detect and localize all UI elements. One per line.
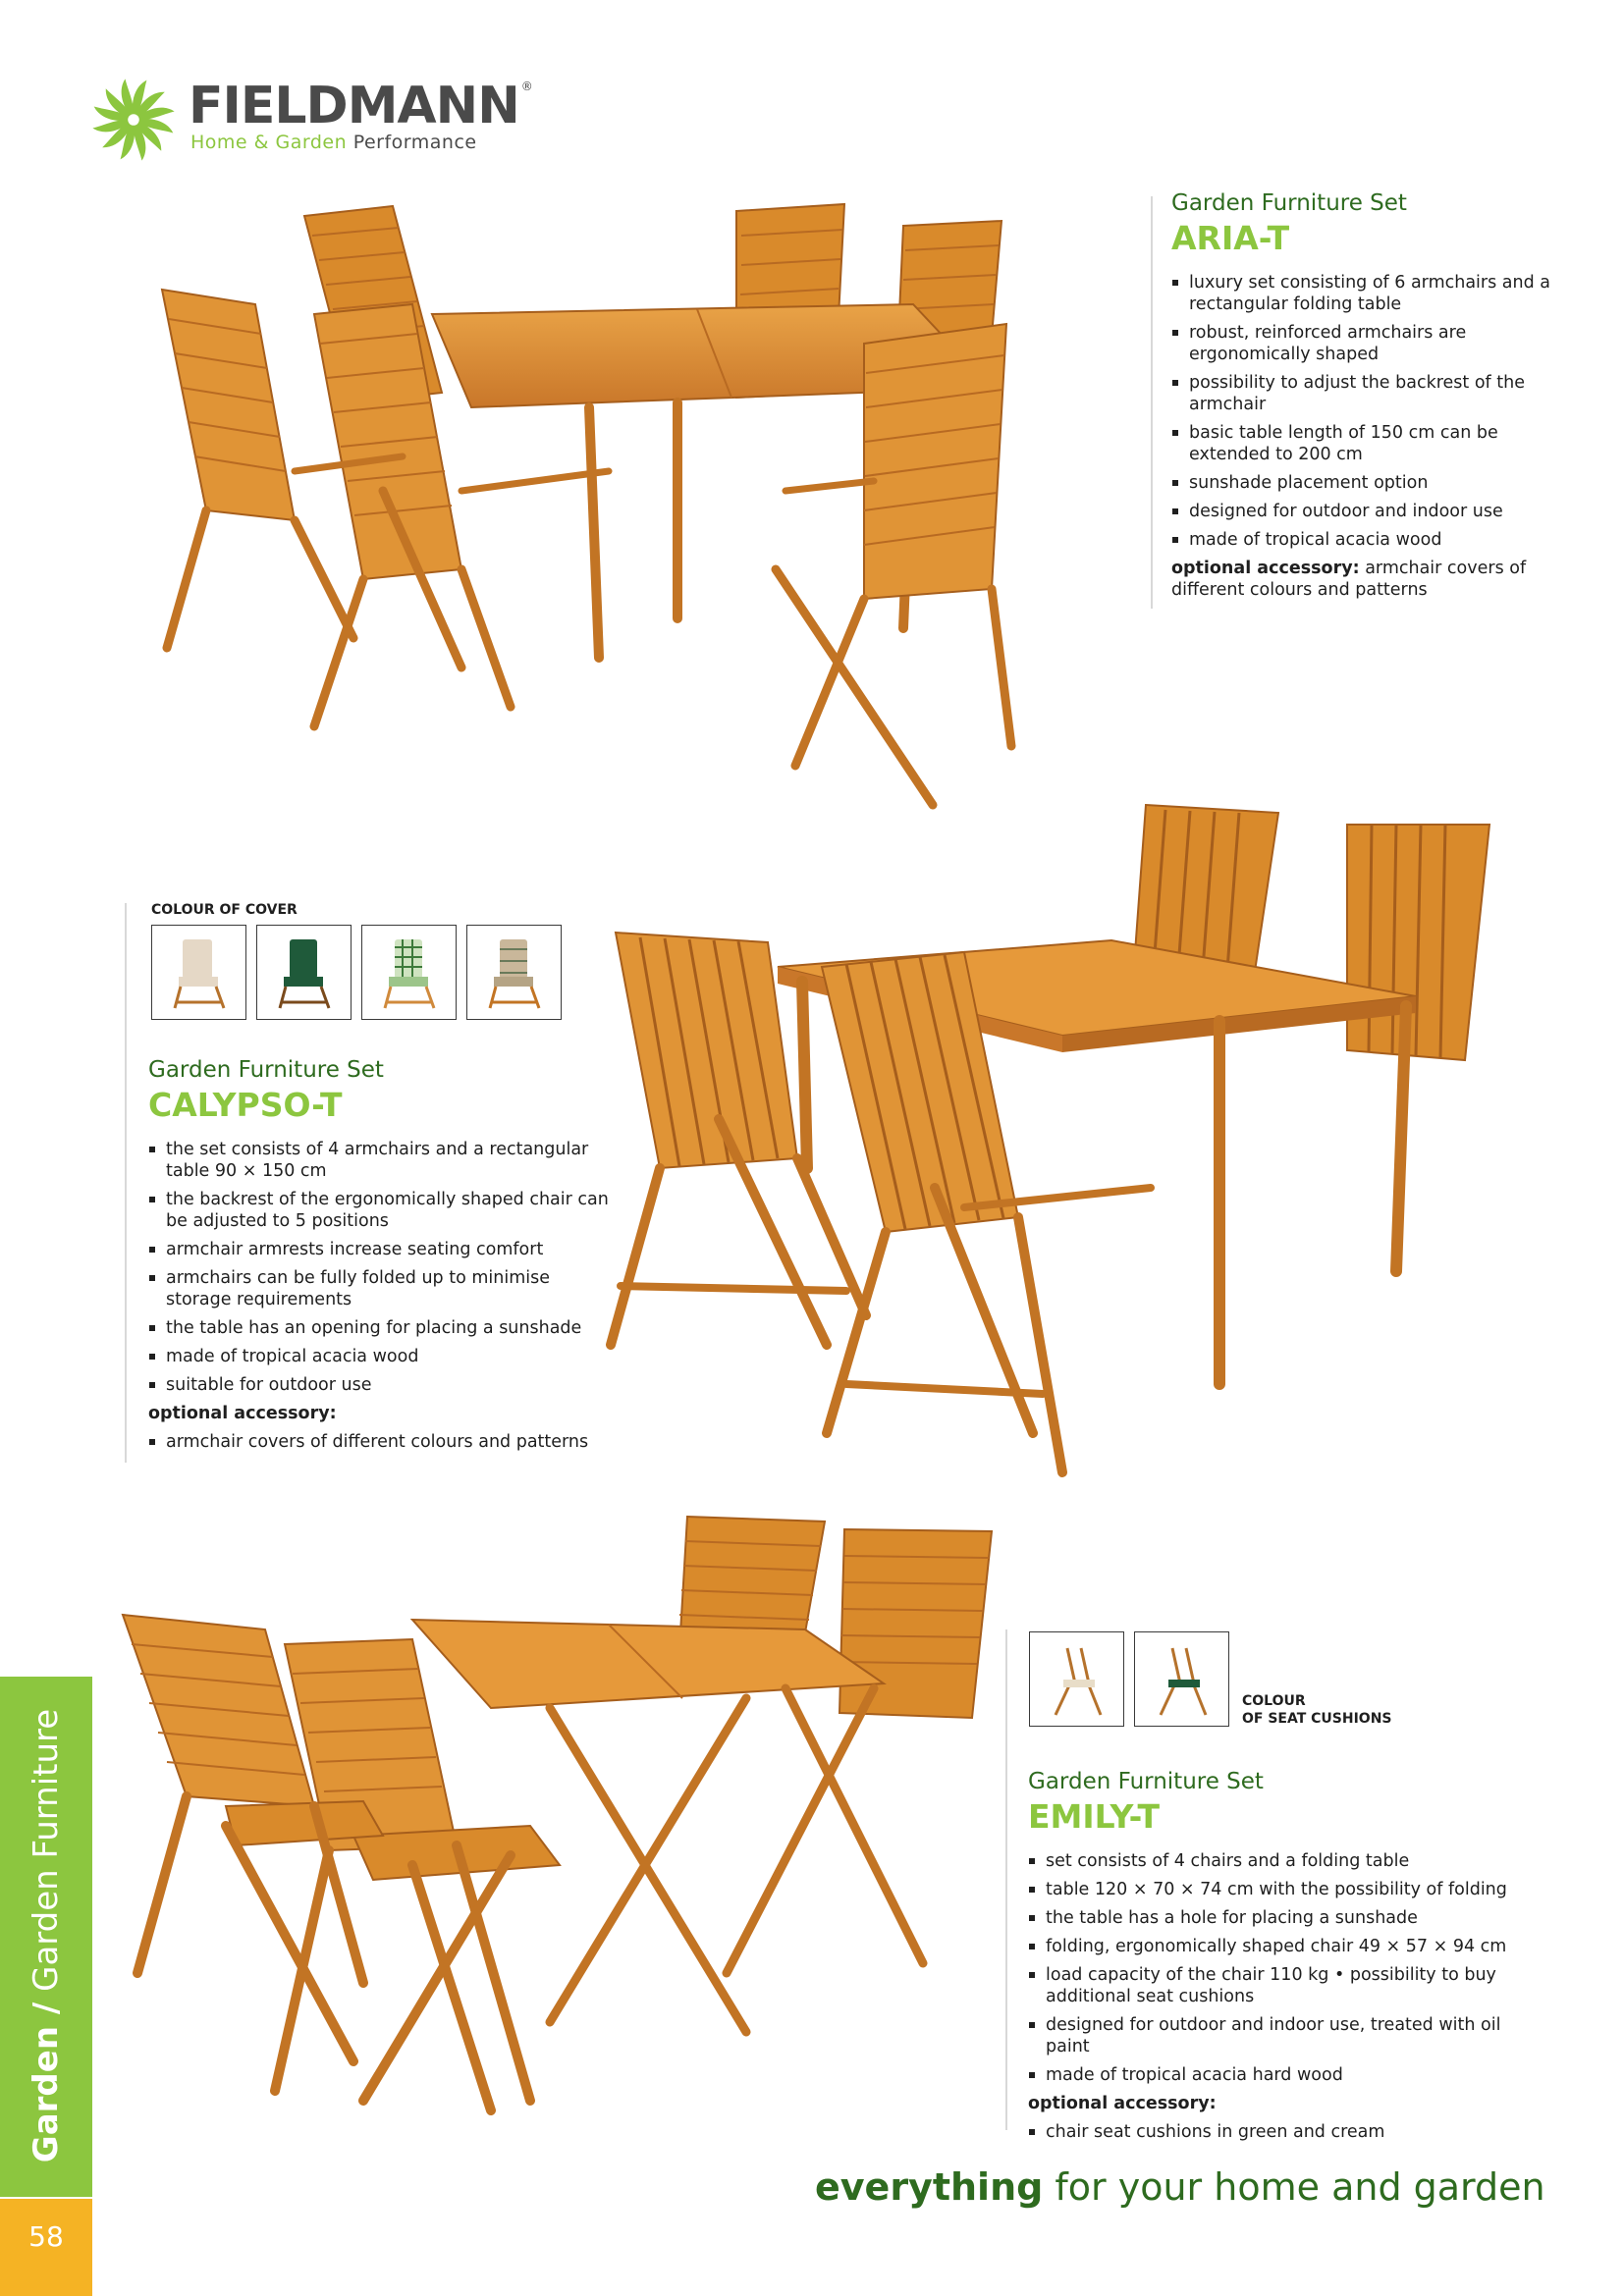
aria-t-name: ARIA-T bbox=[1171, 218, 1290, 257]
list-item: luxury set consisting of 6 armchairs and a rectangular folding table bbox=[1171, 272, 1564, 315]
list-item: the backrest of the ergonomically shaped chair can be adjusted to 5 positions bbox=[148, 1189, 610, 1232]
list-item: robust, reinforced armchairs are ergonomically shaped bbox=[1171, 322, 1564, 365]
list-item: made of tropical acacia wood bbox=[148, 1346, 610, 1367]
list-item: designed for outdoor and indoor use, treated with oil paint bbox=[1028, 2014, 1539, 2057]
aria-t-details bbox=[1171, 190, 1564, 608]
list-item: suitable for outdoor use bbox=[148, 1374, 610, 1396]
aria-t-product-image bbox=[147, 196, 1119, 815]
list-item: made of tropical acacia hard wood bbox=[1028, 2064, 1539, 2086]
emily-t-name: EMILY-T bbox=[1028, 1796, 1160, 1836]
emily-t-swatch-label: COLOUR OF SEAT CUSHIONS bbox=[1242, 1693, 1392, 1727]
list-item: possibility to adjust the backrest of the armchair bbox=[1171, 372, 1564, 415]
emily-t-details bbox=[1028, 1769, 1539, 2150]
calypso-t-swatch-label: COLOUR OF COVER bbox=[151, 902, 298, 918]
cover-swatch-patterned[interactable] bbox=[466, 925, 562, 1020]
cover-swatch-cream[interactable] bbox=[151, 925, 246, 1020]
calypso-t-details bbox=[148, 1057, 610, 1460]
list-item: made of tropical acacia wood bbox=[1171, 529, 1564, 551]
list-item: load capacity of the chair 110 kg • possibility to buy additional seat cushions bbox=[1028, 1964, 1539, 2007]
calypso-t-optional-label: optional accessory: bbox=[148, 1403, 337, 1423]
aria-t-kicker: Garden Furniture Set bbox=[1171, 190, 1407, 216]
calypso-t-feature-list bbox=[148, 1139, 610, 1396]
list-item: the table has a hole for placing a sunshade bbox=[1028, 1907, 1539, 1929]
cushion-swatch-green[interactable] bbox=[1134, 1631, 1229, 1727]
calypso-t-product-image bbox=[601, 795, 1514, 1482]
aria-t-optional-accessory: optional accessory: armchair covers of different colours and patterns bbox=[1171, 558, 1527, 600]
fieldmann-logo bbox=[86, 71, 532, 169]
pinwheel-logo-icon bbox=[86, 73, 181, 167]
page-number: 58 bbox=[28, 2220, 64, 2253]
list-item: table 120 × 70 × 74 cm with the possibility of folding bbox=[1028, 1879, 1539, 1900]
list-item: chair seat cushions in green and cream bbox=[1028, 2121, 1539, 2143]
list-item: armchair armrests increase seating comfort bbox=[148, 1239, 610, 1260]
cover-swatch-green-check[interactable] bbox=[361, 925, 457, 1020]
list-item: folding, ergonomically shaped chair 49 × 57 × 94 cm bbox=[1028, 1936, 1539, 1957]
emily-t-kicker: Garden Furniture Set bbox=[1028, 1769, 1264, 1794]
calypso-t-name: CALYPSO-T bbox=[148, 1085, 343, 1124]
list-item: designed for outdoor and indoor use bbox=[1171, 501, 1564, 522]
list-item: armchairs can be fully folded up to minimise storage requirements bbox=[148, 1267, 610, 1310]
cover-swatch-green[interactable] bbox=[256, 925, 352, 1020]
brand-tagline: Home & Garden Performance bbox=[190, 132, 477, 153]
emily-t-product-image bbox=[118, 1512, 1001, 2120]
list-item: sunshade placement option bbox=[1171, 472, 1564, 494]
aria-t-feature-list bbox=[1171, 272, 1564, 551]
calypso-t-optional-list bbox=[148, 1431, 610, 1453]
emily-t-optional-label: optional accessory: bbox=[1028, 2093, 1217, 2113]
calypso-t-divider bbox=[125, 903, 127, 1463]
emily-t-optional-list bbox=[1028, 2121, 1539, 2143]
emily-t-cushion-swatches bbox=[1029, 1631, 1229, 1727]
brand-name: FIELDMANN ® bbox=[189, 77, 532, 135]
list-item: the set consists of 4 armchairs and a rectangular table 90 × 150 cm bbox=[148, 1139, 610, 1182]
cushion-swatch-cream[interactable] bbox=[1029, 1631, 1124, 1727]
list-item: the table has an opening for placing a sunshade bbox=[148, 1317, 610, 1339]
list-item: armchair covers of different colours and patterns bbox=[148, 1431, 610, 1453]
calypso-t-cover-swatches bbox=[151, 925, 562, 1020]
calypso-t-kicker: Garden Furniture Set bbox=[148, 1057, 384, 1083]
emily-t-feature-list bbox=[1028, 1850, 1539, 2086]
list-item: set consists of 4 chairs and a folding table bbox=[1028, 1850, 1539, 1872]
aria-t-divider bbox=[1151, 196, 1153, 609]
footer-slogan: everything for your home and garden bbox=[815, 2165, 1545, 2209]
list-item: basic table length of 150 cm can be extended to 200 cm bbox=[1171, 422, 1564, 465]
section-title: Garden / Garden Furniture bbox=[27, 1708, 66, 2163]
emily-t-divider bbox=[1005, 1629, 1007, 2130]
